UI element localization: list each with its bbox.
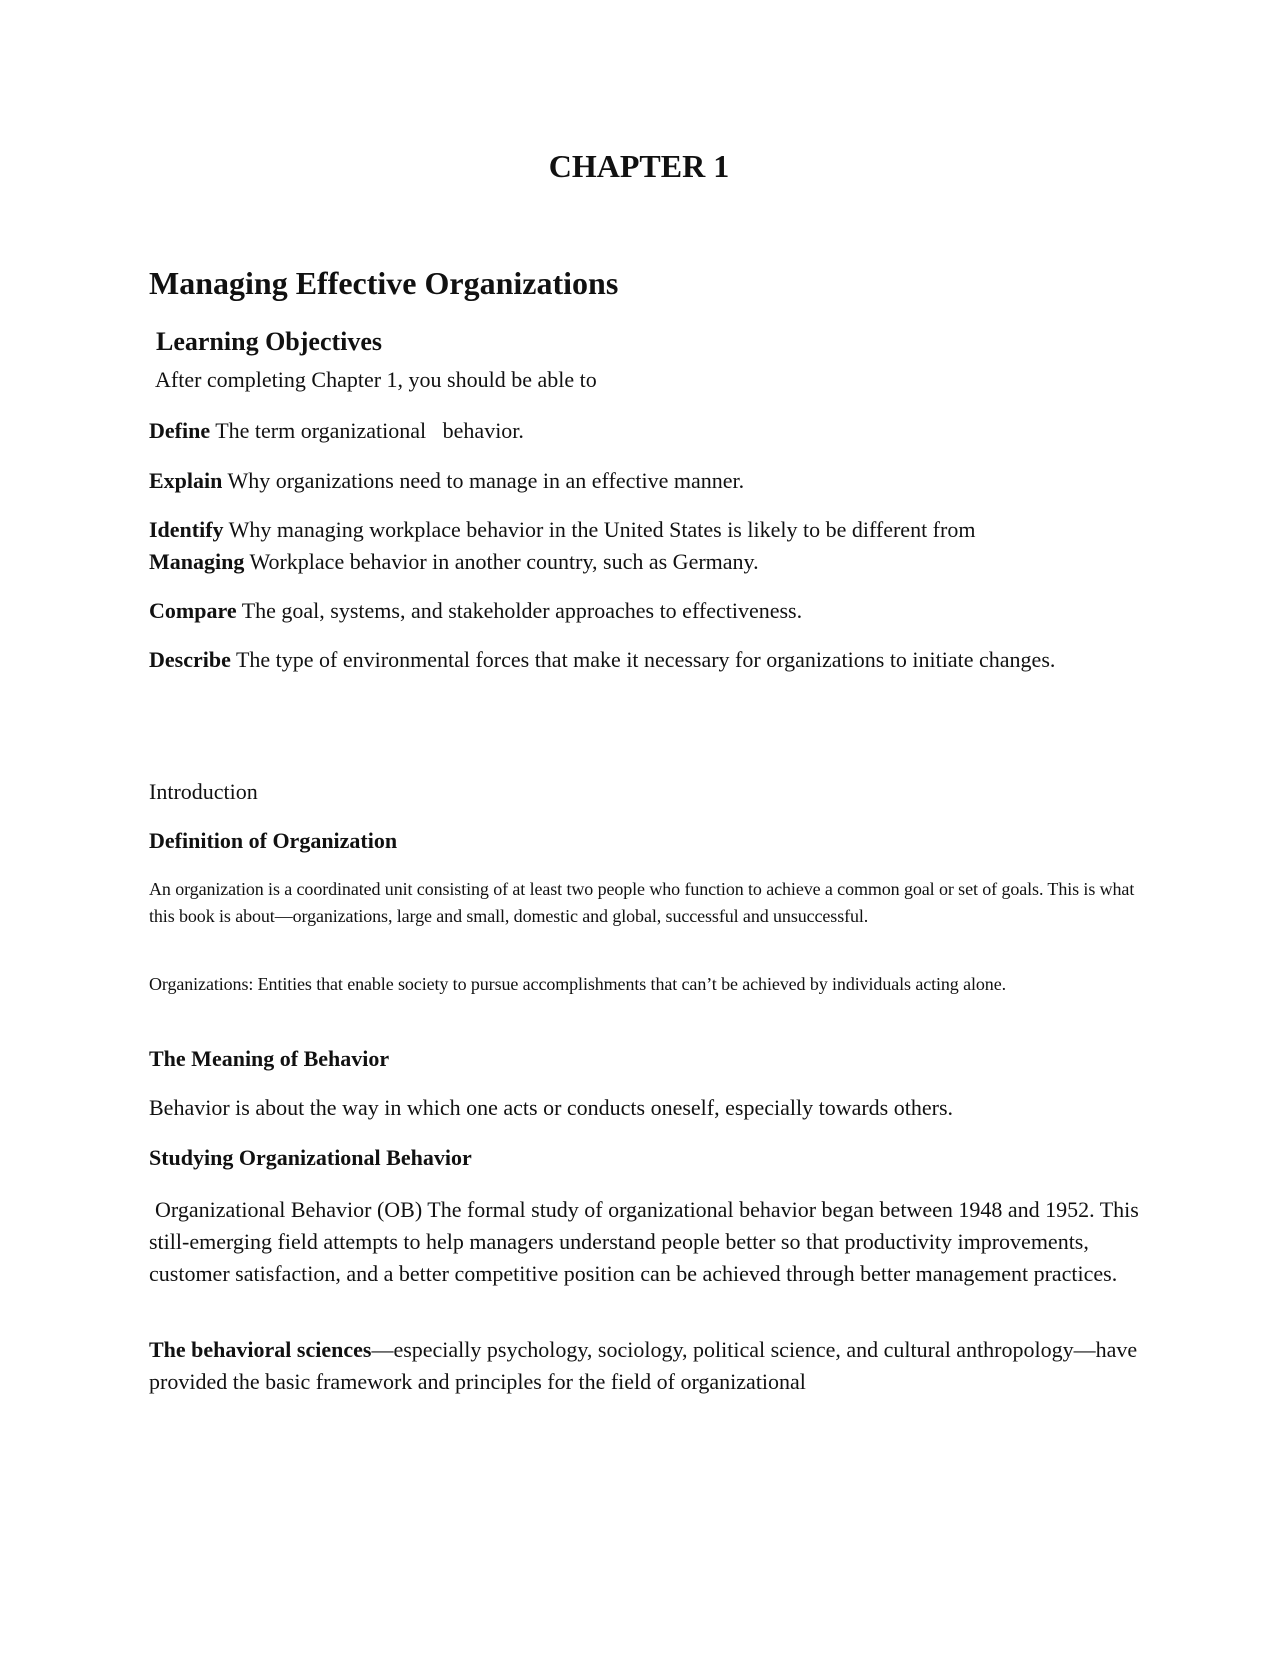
definition-text: An organization is a coordinated unit consisting of at least two people who function to achieve a common goal or set of goals. This is what this book is about—organizations, large and small, domestic and global, successful and unsuccessful. <box>149 879 1135 926</box>
objective-verb: Define <box>149 418 211 443</box>
objective-text: The term organizational behavior. <box>215 418 524 443</box>
objective-text: The goal, systems, and stakeholder approaches to effectiveness. <box>241 598 803 623</box>
objective-explain <box>149 465 1129 497</box>
learning-objectives-heading: Learning Objectives <box>156 327 383 356</box>
objectives-intro: After completing Chapter 1, you should be able to <box>155 367 597 392</box>
definition-heading: Definition of Organization <box>149 828 398 853</box>
organizations-text: Organizations: Entities that enable society to pursue accomplishments that can’t be achieved by individuals acting alone. <box>149 974 1006 994</box>
objective-text: Why organizations need to manage in an effective manner. <box>227 468 745 493</box>
objective-describe <box>149 644 1069 676</box>
objective-text: Workplace behavior in another country, such as Germany. <box>249 549 759 574</box>
objective-text: The type of environmental forces that make it necessary for organizations to initiate changes. <box>235 647 1056 672</box>
behavior-text: Behavior is about the way in which one acts or conducts oneself, especially towards others. <box>149 1095 953 1120</box>
objective-verb: Describe <box>149 647 231 672</box>
objective-text: Why managing workplace behavior in the United States is likely to be different from <box>228 517 976 542</box>
objective-verb: Compare <box>149 598 237 623</box>
objective-define <box>149 415 1129 447</box>
studying-text: Organizational Behavior (OB) The formal study of organizational behavior began between 1948 and 1952. This still-emerging field attempts to help managers understand people better so that productivity improvements, customer satisfaction, and a better competitive position can be achieved through better management practices. <box>149 1197 1139 1286</box>
objective-verb: Managing <box>149 549 245 574</box>
objective-verb: Explain <box>149 468 223 493</box>
objective-identify <box>149 514 1139 578</box>
behavioral-sciences-bold: The behavioral sciences <box>149 1337 372 1362</box>
objective-verb: Identify <box>149 517 224 542</box>
chapter-title: CHAPTER 1 <box>548 148 730 184</box>
objective-compare <box>149 595 1129 627</box>
behavior-heading: The Meaning of Behavior <box>149 1046 390 1071</box>
page-title: Managing Effective Organizations <box>149 265 619 301</box>
studying-heading: Studying Organizational Behavior <box>149 1145 472 1170</box>
introduction-label: Introduction <box>149 779 258 804</box>
behavioral-sciences-rest: —especially psychology, sociology, political science, and cultural anthropology—have provided the basic framework and principles for the field of organizational <box>149 1337 1138 1394</box>
behavioral-sciences-text <box>149 1334 1139 1398</box>
